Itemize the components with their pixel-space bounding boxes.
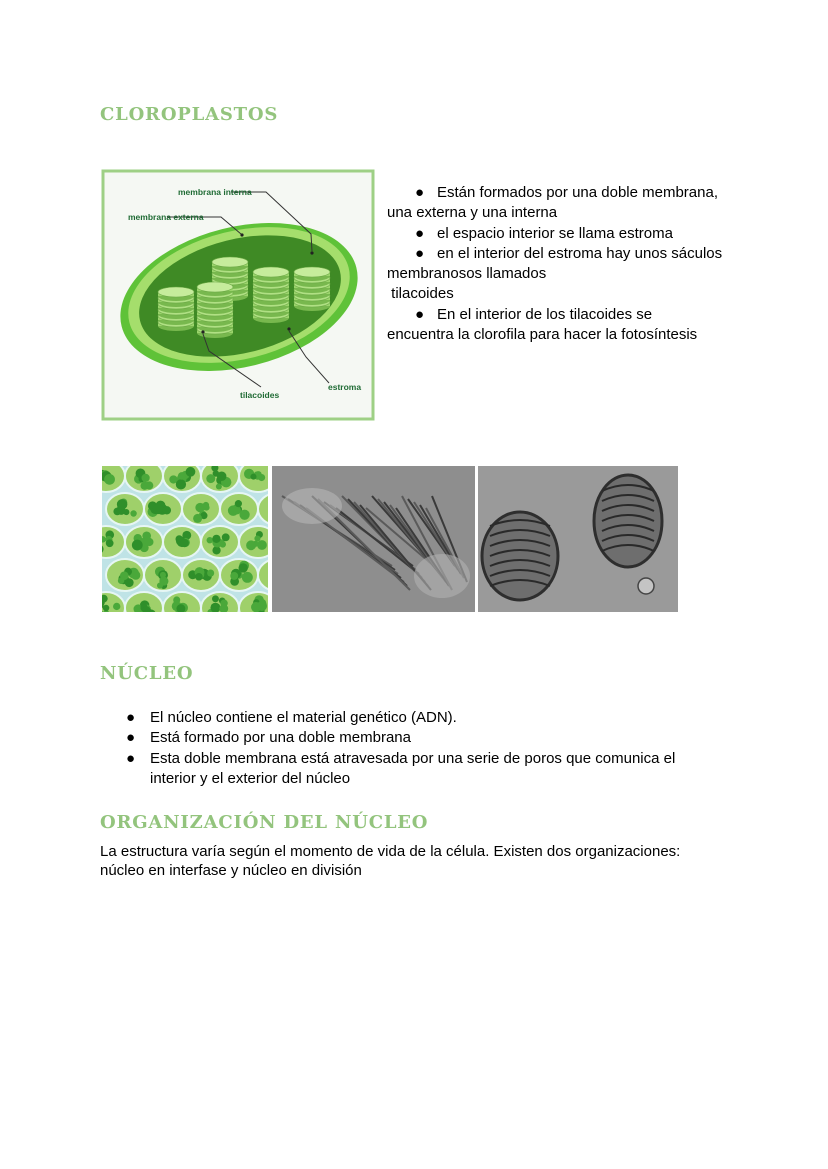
bullet-marker: ● <box>415 224 425 242</box>
bullet-marker: ● <box>415 244 425 262</box>
chloroplast-line-4: en el interior del estroma hay unos sáculos <box>437 244 723 262</box>
label-estroma: estroma <box>328 382 362 392</box>
section-heading-organization: ORGANIZACIÓN DEL NÚCLEO <box>100 812 429 833</box>
chloroplast-diagram <box>101 169 375 421</box>
label-tilacoides: tilacoides <box>240 390 280 400</box>
bullet-marker: ● <box>415 305 425 323</box>
list-item-text: Está formado por una doble membrana <box>150 729 411 747</box>
paragraph-line-2: núcleo en interfase y núcleo en división <box>100 862 362 879</box>
mitochondria-micrograph <box>478 466 678 612</box>
list-item <box>100 728 720 748</box>
nucleus-bullet-list <box>100 708 720 789</box>
list-item-text: El núcleo contiene el material genético (ADN). <box>150 709 457 726</box>
bullet-marker: ● <box>126 729 136 747</box>
chloroplast-line-7: En el interior de los tilacoides se <box>437 305 653 323</box>
chloroplast-line-6: tilacoides <box>387 285 454 303</box>
chloroplast-description <box>387 183 747 345</box>
bullet-marker: ● <box>126 709 136 726</box>
label-membrana-interna: membrana interna <box>178 187 252 197</box>
chloroplast-line-1: Están formados por una doble membrana, <box>437 184 718 201</box>
chloroplast-line-2: una externa y una interna <box>387 204 558 222</box>
section-heading-nucleus: NÚCLEO <box>100 663 194 684</box>
chloroplast-thylakoid-micrograph <box>272 466 475 612</box>
section-heading-chloroplasts: CLOROPLASTOS <box>100 104 279 125</box>
list-item-text: interior y el exterior del núcleo <box>150 769 351 787</box>
list-item <box>100 749 720 769</box>
list-item-continuation <box>100 769 720 789</box>
bullet-marker: ● <box>415 184 425 201</box>
list-item <box>100 708 720 728</box>
paragraph-line-1: La estructura varía según el momento de vida de la célula. Existen dos organizaciones: <box>100 843 681 860</box>
bullet-marker: ● <box>126 749 136 767</box>
list-item-text: Esta doble membrana está atravesada por una serie de poros que comunica el <box>150 749 676 767</box>
label-membrana-externa: membrana externa <box>128 212 204 222</box>
plant-cells-micrograph <box>102 466 268 612</box>
organization-paragraph <box>100 842 720 880</box>
chloroplast-line-8: encuentra la clorofila para hacer la fotosíntesis <box>387 326 698 344</box>
chloroplast-line-5: membranosos llamados <box>387 265 547 283</box>
chloroplast-line-3: el espacio interior se llama estroma <box>437 224 673 242</box>
